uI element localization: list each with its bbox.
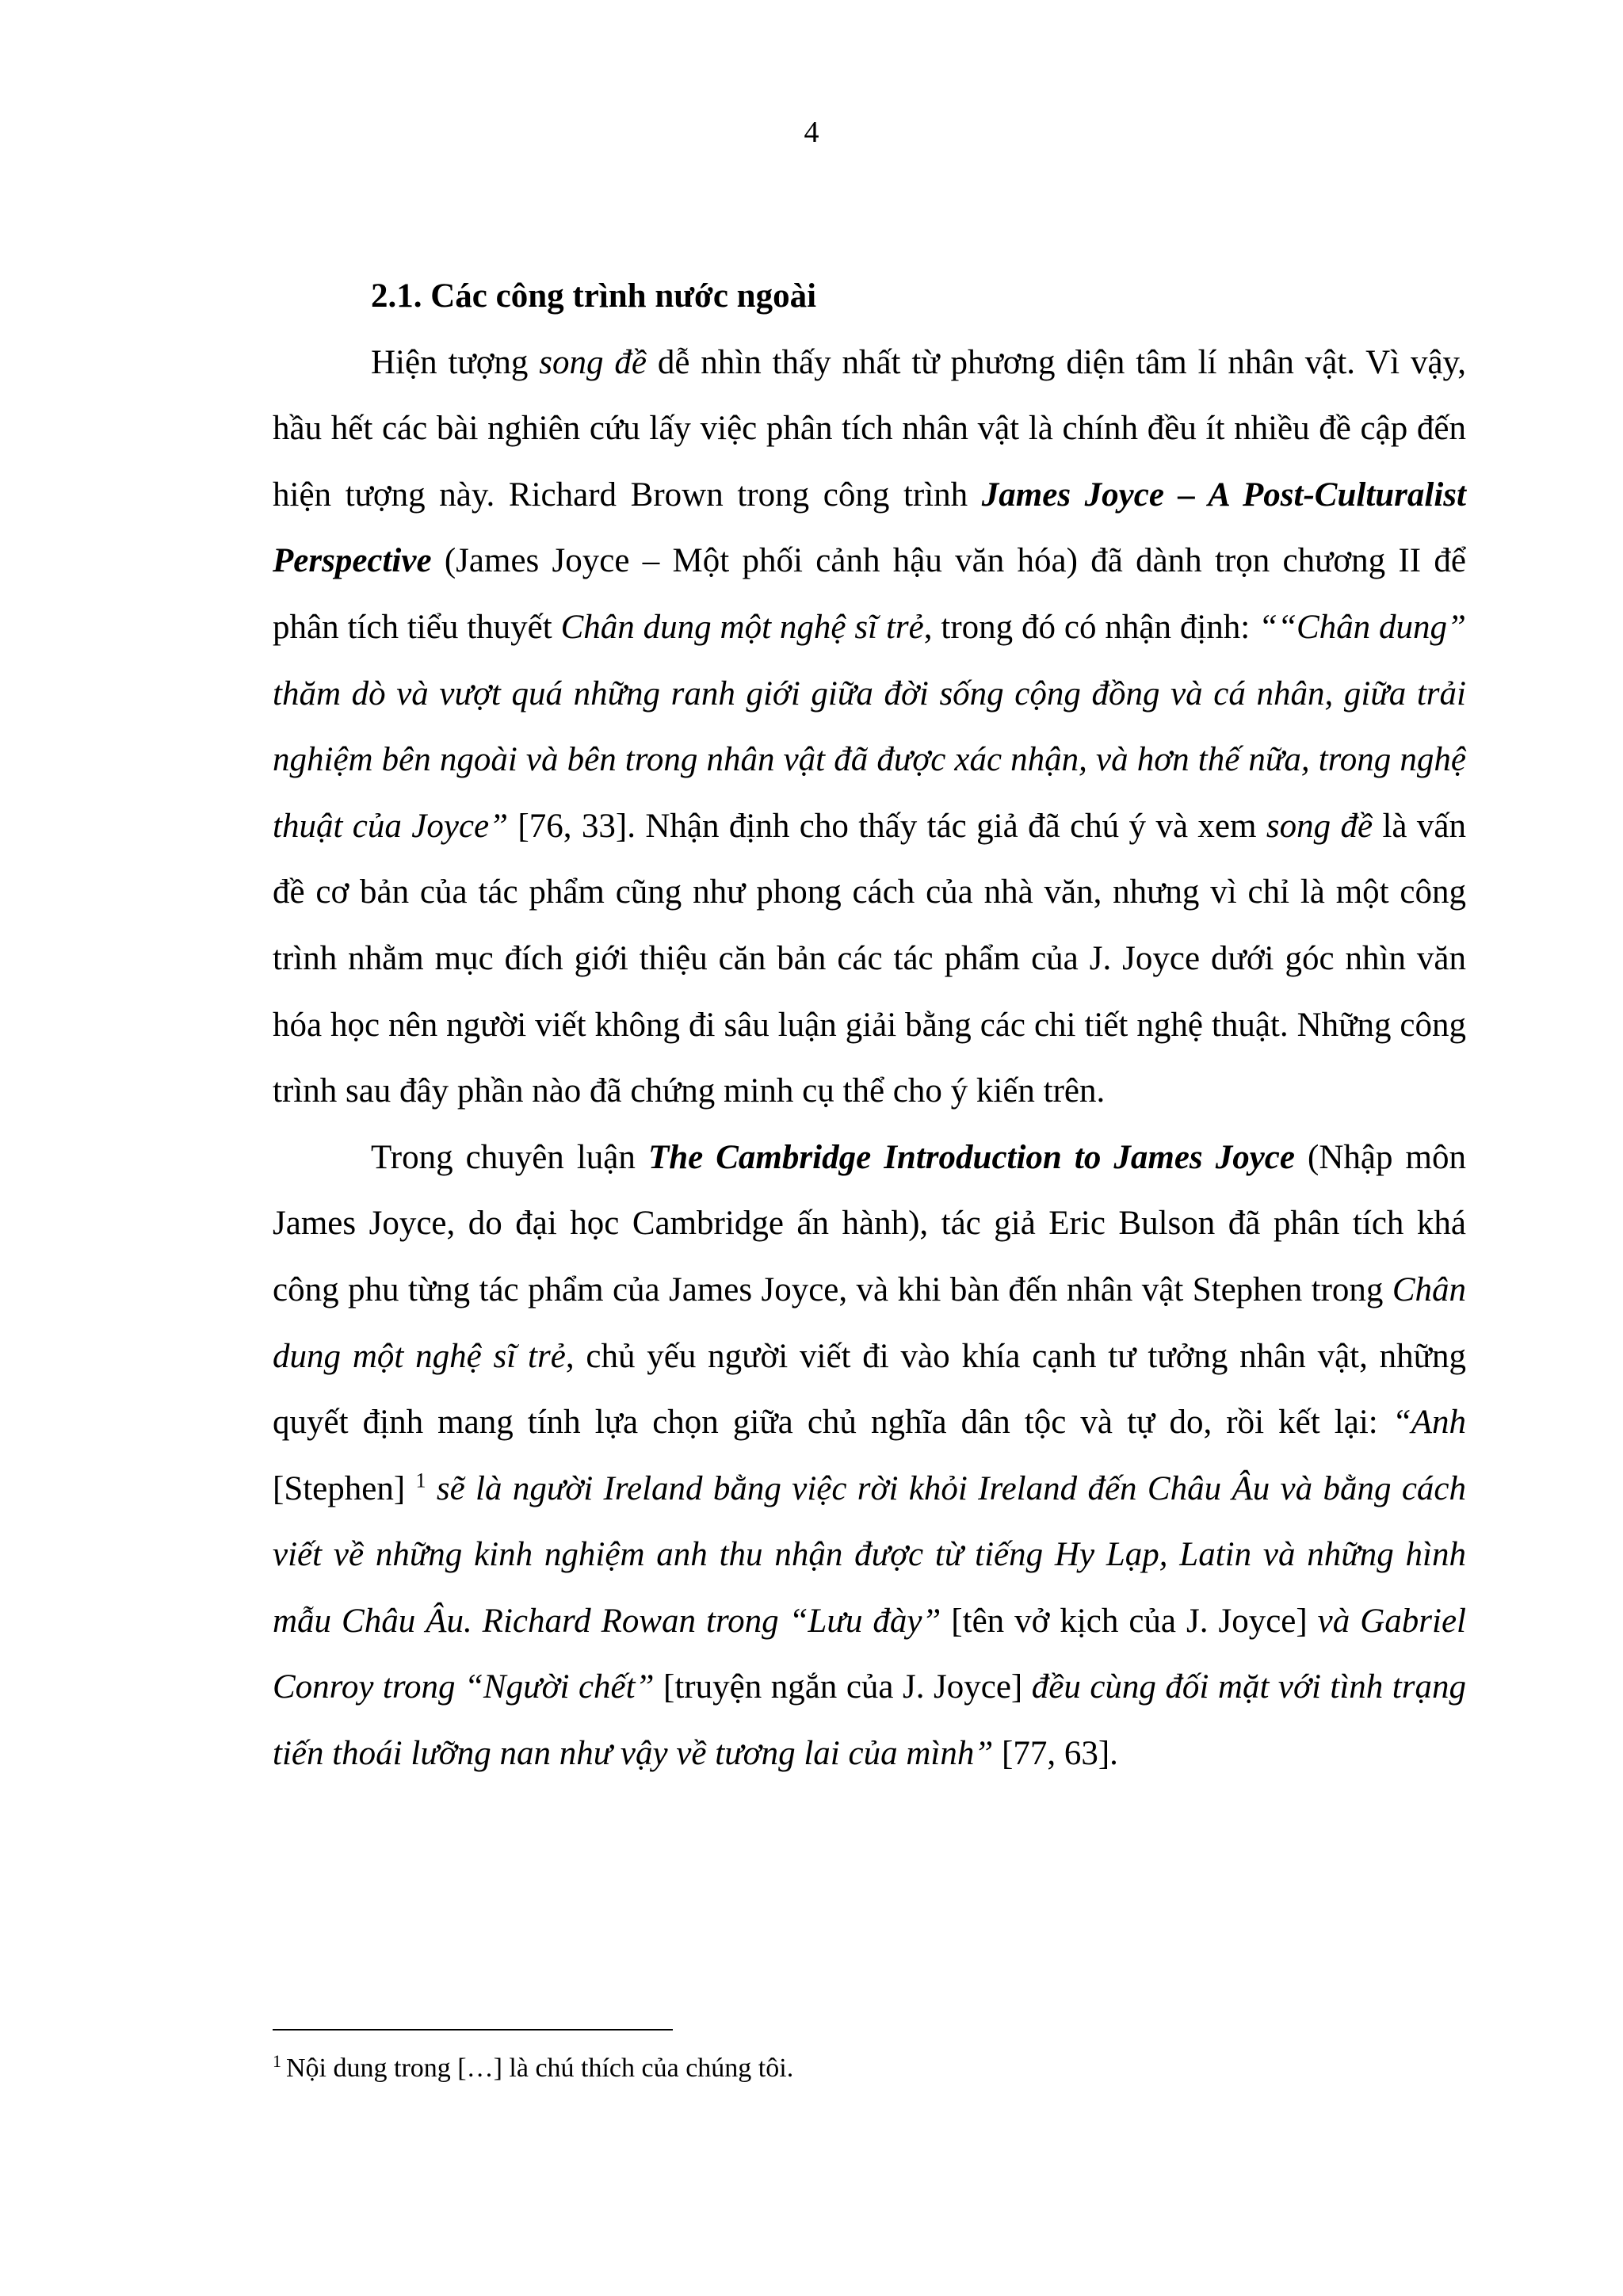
p2-text-3: (Nhập môn James Joyce, do đại học Cambridge ấn hành), tác giả Eric Bulson đã phân tích khá công phu từng tác phẩm của James Joyce, và khi bàn đến nhân vật Stephen trong (273, 1138, 1466, 1308)
footnote-reference[interactable]: 1 (415, 1469, 426, 1492)
p2-book-title: The Cambridge Introduction to James Joyce (647, 1138, 1295, 1176)
paragraph-1 (273, 330, 1466, 1125)
p2-text-11: [truyện ngắn của J. Joyce] (654, 1668, 1032, 1706)
p1-text-11: là vấn đề cơ bản của tác phẩm cũng như phong cách của nhà văn, nhưng vì chỉ là một công trình nhằm mục đích giới thiệu căn bản các tác phẩm của J. Joyce dưới góc nhìn văn hóa học nên người viết không đi sâu luận giải bằng các chi tiết nghệ thuật. Những công trình sau đây phần nào đã chứng minh cụ thể cho ý kiến trên. (273, 807, 1466, 1110)
p2-text-13: [77, 63]. (993, 1735, 1118, 1773)
footnote-divider (273, 2029, 673, 2030)
p2-text-7: [Stephen] (273, 1469, 416, 1507)
section-heading: 2.1. Các công trình nước ngoài (371, 277, 817, 315)
footnote-mark: 1 (273, 2050, 281, 2071)
p2-text-1: Trong chuyên luận (371, 1138, 648, 1176)
p2-text-5: , chủ yếu người viết đi vào khía cạnh tư tưởng nhân vật, những quyết định mang tính lựa chọn giữa chủ nghĩa dân tộc và tự do, rồi kết lại: (273, 1337, 1466, 1442)
p1-term-song-de-2: song đề (1266, 807, 1373, 845)
p1-text-5: (James Joyce – Một phối cảnh hậu văn hóa) đã dành trọn chương II để phân tích tiểu thuyết (273, 542, 1466, 646)
p1-text-9: [76, 33]. Nhận định cho thấy tác giả đã chú ý và xem (508, 807, 1266, 845)
p2-quote-cont: và Gabriel Conroy trong “Người chết” (273, 1602, 1466, 1706)
p1-book-title: James Joyce – A Post-Culturalist Perspective (273, 476, 1466, 580)
p1-text-7: , trong đó có nhận định: (923, 608, 1259, 646)
p1-text-3: dễ nhìn thấy nhất từ phương diện tâm lí nhân vật. Vì vậy, hầu hết các bài nghiên cứu lấy việc phân tích nhân vật là chính đều ít nhiều đề cập đến hiện tượng này. Richard Brown trong công trình (273, 343, 1467, 514)
p1-text-1: Hiện tượng (371, 343, 540, 381)
p1-term-song-de: song đề (539, 343, 647, 381)
p2-quote-start: “Anh (1392, 1404, 1466, 1442)
p2-quote-end: đều cùng đối mặt với tình trạng tiến thoái lưỡng nan như vậy về tương lai của mình” (273, 1668, 1466, 1773)
p1-novel-title: Chân dung một nghệ sĩ trẻ (560, 608, 924, 646)
main-content (273, 263, 1466, 1787)
paragraph-2 (273, 1125, 1466, 1787)
p1-quote: ““Chân dung” thăm dò và vượt quá những ranh giới giữa đời sống cộng đồng và cá nhân, giữa trải nghiệm bên ngoài và bên trong nhân vật đã được xác nhận, và hơn thế nữa, trong nghệ thuật của Joyce” (273, 608, 1466, 845)
p2-quote-middle: sẽ là người Ireland bằng việc rời khỏi Ireland đến Châu Âu và bằng cách viết về những kinh nghiệm anh thu nhận được từ tiếng Hy Lạp, Latin và những hình mẫu Châu Âu. Richard Rowan trong “Lưu đày” (273, 1469, 1467, 1640)
p2-text-9: [tên vở kịch của J. Joyce] (941, 1602, 1318, 1640)
footnote (273, 2050, 794, 2085)
page-number: 4 (804, 116, 819, 149)
footnote-text: Nội dung trong […] là chú thích của chúng tôi. (286, 2053, 794, 2083)
p2-novel-title: Chân dung một nghệ sĩ trẻ (273, 1270, 1466, 1375)
